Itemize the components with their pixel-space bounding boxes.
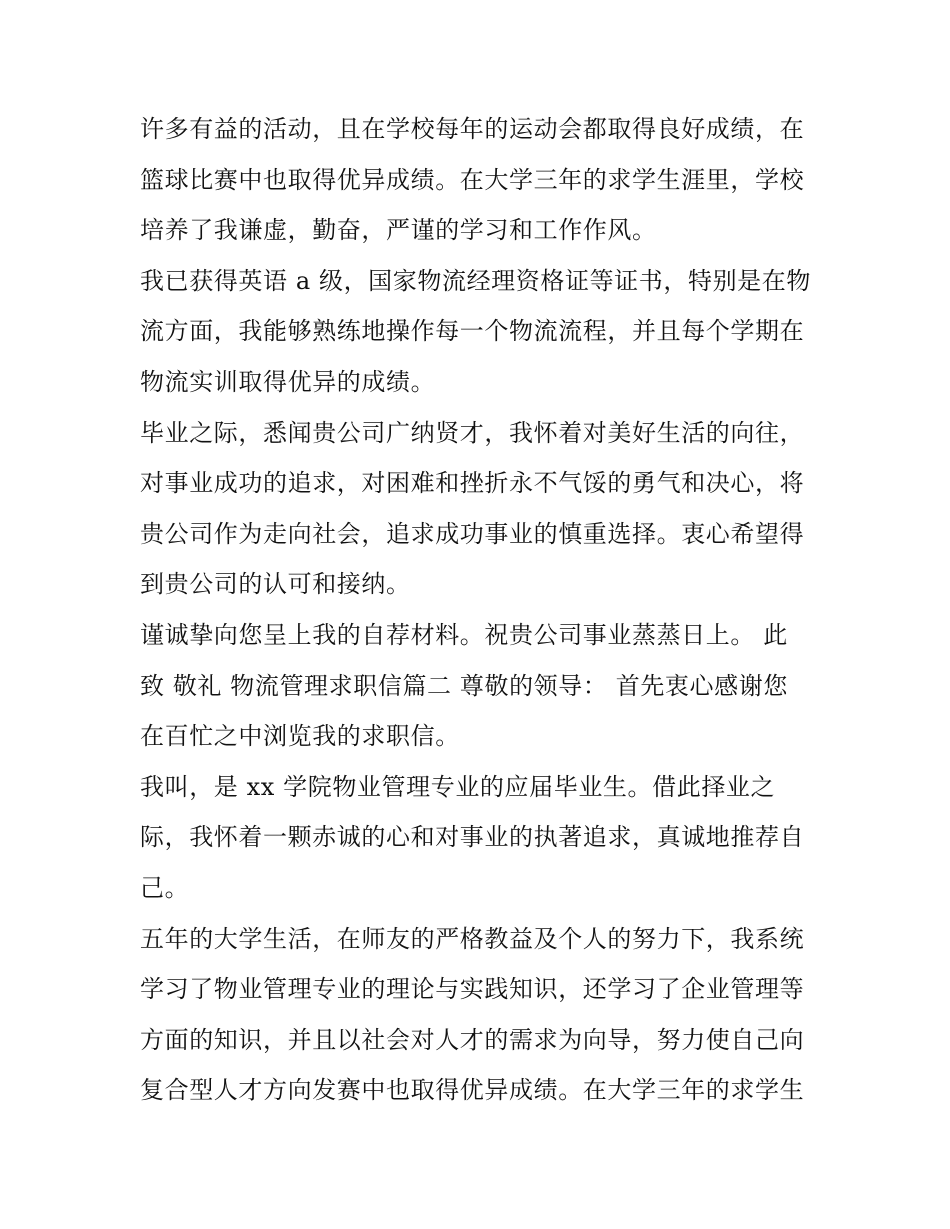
document-body: [140, 104, 820, 1116]
text-line: 毕业之际，悉闻贵公司广纳贤才，我怀着对美好生活的向往，: [140, 418, 805, 447]
text-line: 篮球比赛中也取得优异成绩。在大学三年的求学生涯里，学校: [140, 165, 805, 194]
text-line: 对事业成功的追求，对困难和挫折永不气馁的勇气和决心，将: [140, 469, 805, 498]
text-line: 五年的大学生活，在师友的严格教益及个人的努力下，我系统: [140, 924, 805, 953]
text-line: 复合型人才方向发赛中也取得优异成绩。在大学三年的求学生: [140, 1076, 805, 1105]
text-line: 流方面，我能够熟练地操作每一个物流流程，并且每个学期在: [140, 317, 805, 346]
text-line: 学习了物业管理专业的理论与实践知识，还学习了企业管理等: [140, 975, 805, 1004]
text-line: 我已获得英语 a 级，国家物流经理资格证等证书，特别是在物: [140, 266, 811, 295]
text-line: 贵公司作为走向社会，追求成功事业的慎重选择。衷心希望得: [140, 519, 805, 548]
text-line: 在百忙之中浏览我的求职信。: [140, 722, 460, 751]
text-line: 培养了我谦虚，勤奋，严谨的学习和工作作风。: [140, 216, 657, 245]
text-line: 物流实训取得优异的成绩。: [140, 367, 436, 396]
text-line: 到贵公司的认可和接纳。: [140, 570, 411, 599]
text-line: 己。: [140, 873, 190, 902]
text-line: 许多有益的活动，且在学校每年的运动会都取得良好成绩，在: [140, 115, 805, 143]
text-line: 致 敬礼 物流管理求职信篇二 尊敬的领导： 首先衷心感谢您: [140, 671, 788, 700]
text-line: 方面的知识，并且以社会对人才的需求为向导，努力使自己向: [140, 1025, 805, 1054]
text-line: 际，我怀着一颗赤诚的心和对事业的执著追求，真诚地推荐自: [140, 823, 805, 852]
text-line: 谨诚挚向您呈上我的自荐材料。祝贵公司事业蒸蒸日上。 此: [140, 620, 788, 649]
text-line: 我叫，是 xx 学院物业管理专业的应届毕业生。借此择业之: [140, 772, 776, 801]
